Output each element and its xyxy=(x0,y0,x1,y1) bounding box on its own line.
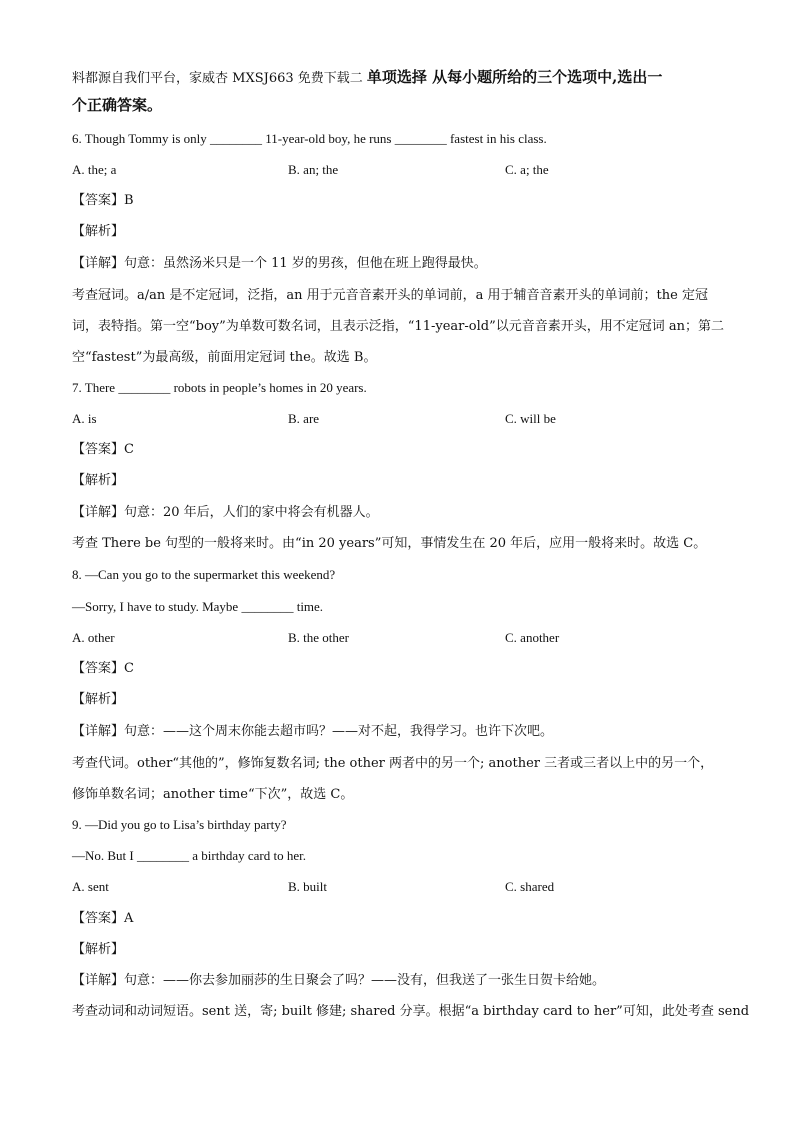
question-7-option-b: B. are xyxy=(288,411,320,426)
question-8-answer: 【答案】C xyxy=(72,661,134,676)
question-9-detail: 【详解】句意：——你去参加丽莎的生日聚会了吗？——没有，但我送了一张生日贺卡给她。 xyxy=(72,973,606,988)
question-6-option-a: A. the; a xyxy=(72,162,117,177)
question-7-option-a: A. is xyxy=(72,411,97,426)
question-6-stem: 6. Though Tommy is only ________ 11-year-old boy, he runs ________ fastest in his class. xyxy=(72,131,547,146)
question-8-explanation: 考查代词。other“其他的”，修饰复数名词; the other 两者中的另一个; another 三者或三者以上中的另一个，修饰单数名词；another time“下次”，故选 C。 xyxy=(72,756,714,802)
source-text: 料都源自我们平台，家威杏 MXSJ663 免费下载二 xyxy=(72,71,363,86)
question-9-option-b: B. built xyxy=(288,879,328,894)
question-7-answer: 【答案】C xyxy=(72,442,134,457)
question-9-explanation: 考查动词和动词短语。sent 送，寄; built 修建; shared 分享。根据“a birthday card to her”可知，此处考查 send xyxy=(72,1004,750,1019)
section-title-continued: 个正确答案。 xyxy=(72,96,163,114)
question-9-option-c: C. shared xyxy=(505,879,555,894)
question-8-detail: 【详解】句意：——这个周末你能去超市吗？——对不起，我得学习。也许下次吧。 xyxy=(72,724,554,739)
question-7-stem: 7. There ________ robots in people’s homes in 20 years. xyxy=(72,380,367,395)
question-8-option-a: A. other xyxy=(72,630,115,645)
section-header xyxy=(72,68,662,88)
question-9-stem: 9. —Did you go to Lisa’s birthday party? xyxy=(72,817,287,832)
question-6-option-b: B. an; the xyxy=(288,162,339,177)
question-8-stem: 8. —Can you go to the supermarket this weekend? xyxy=(72,567,336,582)
question-8-analysis-label: 【解析】 xyxy=(72,692,125,707)
question-6-option-c: C. a; the xyxy=(505,162,549,177)
question-8-option-c: C. another xyxy=(505,630,560,645)
question-9-answer: 【答案】A xyxy=(72,911,134,926)
question-6-explanation: 考查冠词。a/an 是不定冠词，泛指，an 用于元音音素开头的单词前，a 用于辅音音素开头的单词前；the 定冠词，表特指。第一空“boy”为单数可数名词，且表示泛指，“11-year-old”以元音音素开头，用不定冠词 an；第二空“fastest”为最高级，前面用定冠词 the。故选 B。 xyxy=(72,288,724,365)
question-7-detail: 【详解】句意：20 年后，人们的家中将会有机器人。 xyxy=(72,505,379,520)
question-9-analysis-label: 【解析】 xyxy=(72,942,125,957)
question-6-answer: 【答案】B xyxy=(72,193,134,208)
question-8-option-b: B. the other xyxy=(288,630,350,645)
question-6-detail: 【详解】句意：虽然汤米只是一个 11 岁的男孩，但他在班上跑得最快。 xyxy=(72,256,487,271)
question-7-option-c: C. will be xyxy=(505,411,556,426)
section-title: 单项选择 从每小题所给的三个选项中,选出一 xyxy=(366,68,663,86)
question-8-stem-reply: —Sorry, I have to study. Maybe ________ time. xyxy=(72,599,324,614)
question-9-stem-reply: —No. But I ________ a birthday card to her. xyxy=(72,848,306,863)
question-7-explanation: 考查 There be 句型的一般将来时。由“in 20 years”可知，事情发生在 20 年后，应用一般将来时。故选 C。 xyxy=(72,536,707,551)
question-6-analysis-label: 【解析】 xyxy=(72,224,125,239)
question-9-option-a: A. sent xyxy=(72,879,109,894)
question-7-analysis-label: 【解析】 xyxy=(72,473,125,488)
